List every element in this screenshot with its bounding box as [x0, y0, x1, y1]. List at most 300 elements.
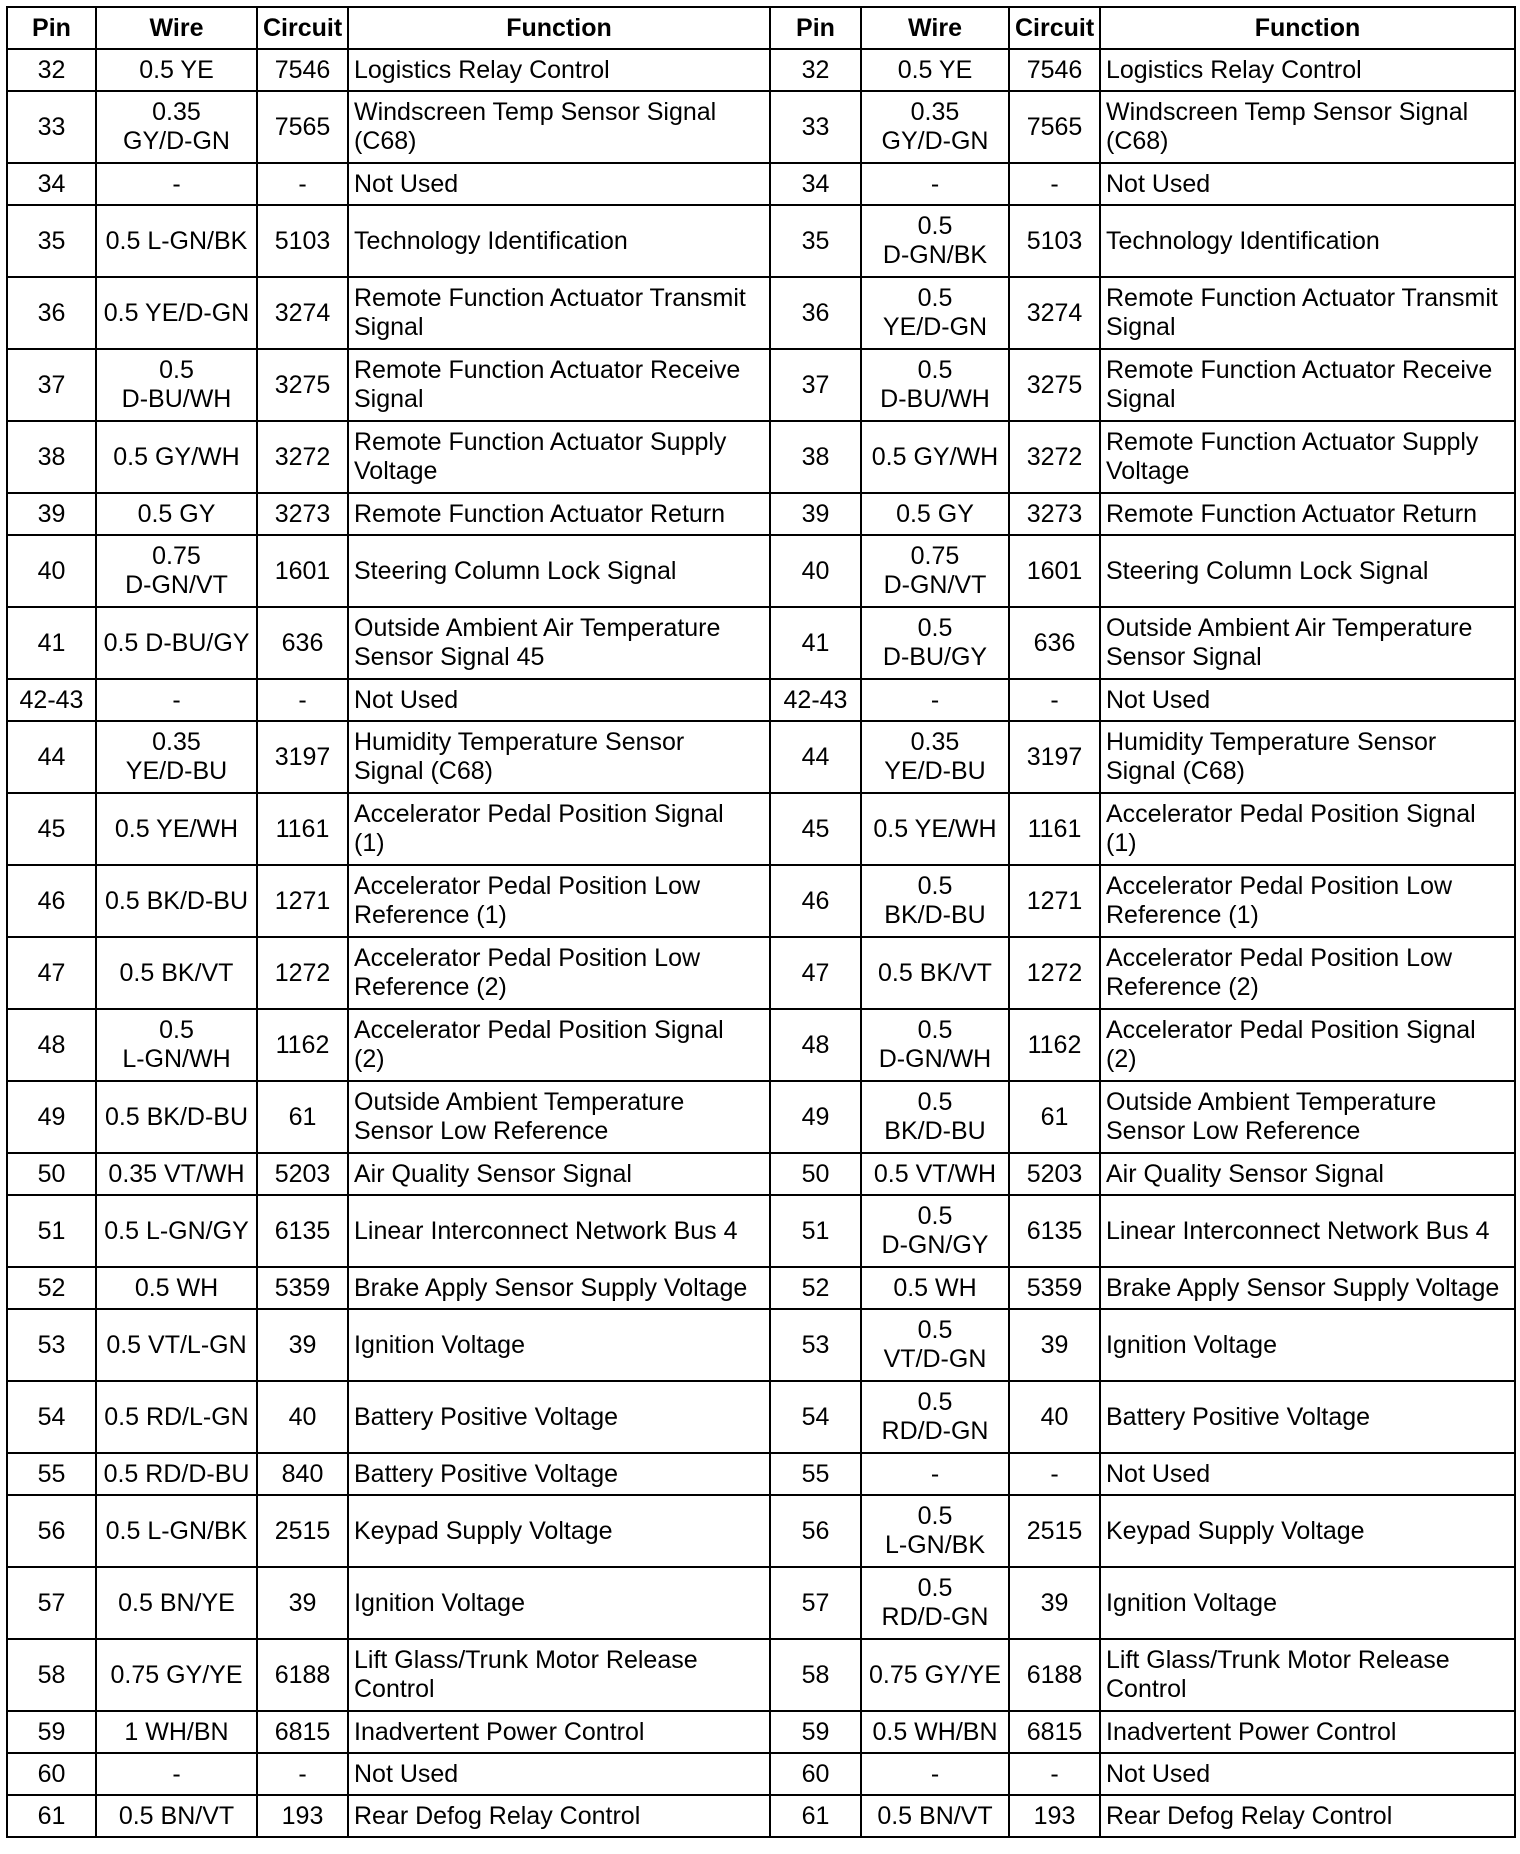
left-function-cell [348, 1267, 770, 1309]
right-circuit-cell [1009, 277, 1100, 349]
wire-text: VT/D-GN [883, 1345, 987, 1373]
left-function-cell [348, 1009, 770, 1081]
connector-pinout-table [6, 6, 1516, 1838]
function-text: Not Used [1106, 169, 1211, 198]
pin-text: 52 [801, 1273, 830, 1302]
left-circuit-cell [257, 1711, 348, 1753]
function-text: Signal [354, 313, 424, 341]
function-text: Battery Positive Voltage [354, 1459, 619, 1488]
function-text: Signal (C68) [1106, 757, 1245, 785]
left-pin-cell [7, 679, 96, 721]
pin-text: 60 [37, 1759, 66, 1788]
left-wire-cell [96, 1081, 257, 1153]
circuit-text: 193 [281, 1801, 324, 1830]
wire-text: 0.75 [152, 542, 201, 570]
table-row [7, 535, 1515, 607]
function-text: Logistics Relay Control [354, 55, 610, 84]
wire-text: 0.5 [917, 1016, 953, 1044]
left-function-cell [348, 721, 770, 793]
wire-text: 0.5 YE [139, 55, 214, 84]
circuit-text: 840 [281, 1459, 324, 1488]
left-pin-cell [7, 91, 96, 163]
wire-text: 0.5 YE/WH [114, 814, 239, 843]
right-pin-cell [770, 421, 861, 493]
table-row [7, 937, 1515, 1009]
right-function-cell [1100, 493, 1515, 535]
right-pin-cell [770, 865, 861, 937]
table-row [7, 1267, 1515, 1309]
table-header [7, 7, 1515, 49]
table-row [7, 1567, 1515, 1639]
pin-text: 33 [37, 112, 66, 141]
function-text: Remote Function Actuator Transmit [1106, 284, 1498, 312]
circuit-text: 3197 [274, 742, 331, 771]
left-circuit-cell [257, 607, 348, 679]
function-text: Keypad Supply Voltage [1106, 1516, 1365, 1545]
left-pin-cell [7, 1195, 96, 1267]
left-function-cell [348, 793, 770, 865]
wire-text: 0.5 [917, 284, 953, 312]
table-row [7, 1009, 1515, 1081]
right-circuit-cell [1009, 1753, 1100, 1795]
table-row [7, 679, 1515, 721]
pin-text: 47 [37, 958, 66, 987]
function-text: Accelerator Pedal Position Signal [1106, 800, 1476, 828]
table-row [7, 277, 1515, 349]
right-circuit-cell [1009, 1153, 1100, 1195]
left-wire-cell [96, 91, 257, 163]
pin-text: 58 [801, 1660, 830, 1689]
left-circuit-cell [257, 1195, 348, 1267]
left-function-cell [348, 1639, 770, 1711]
pin-text: 48 [801, 1030, 830, 1059]
left-circuit-cell [257, 535, 348, 607]
header-function-right: Function [1100, 7, 1515, 49]
right-function-cell [1100, 1381, 1515, 1453]
function-text: Sensor Signal [1106, 643, 1262, 671]
right-function-cell [1100, 1195, 1515, 1267]
left-circuit-cell [257, 1009, 348, 1081]
pin-text: 46 [37, 886, 66, 915]
right-circuit-cell [1009, 1081, 1100, 1153]
right-function-cell [1100, 607, 1515, 679]
table-row [7, 205, 1515, 277]
left-wire-cell [96, 1639, 257, 1711]
pin-text: 40 [37, 556, 66, 585]
wire-text: D-GN/VT [883, 571, 987, 599]
left-circuit-cell [257, 91, 348, 163]
pin-text: 41 [37, 628, 66, 657]
left-circuit-cell [257, 163, 348, 205]
right-pin-cell [770, 1267, 861, 1309]
right-pin-cell [770, 721, 861, 793]
right-circuit-cell [1009, 1453, 1100, 1495]
right-circuit-cell [1009, 679, 1100, 721]
pin-text: 54 [37, 1402, 66, 1431]
pin-text: 48 [37, 1030, 66, 1059]
function-text: Ignition Voltage [354, 1588, 525, 1617]
wire-text: GY/D-GN [123, 127, 230, 155]
wire-text: 0.5 [917, 872, 953, 900]
right-circuit-cell [1009, 1795, 1100, 1837]
function-text: (2) [354, 1045, 385, 1073]
right-wire-cell [861, 91, 1009, 163]
right-wire-cell [861, 793, 1009, 865]
function-text: Linear Interconnect Network Bus 4 [354, 1216, 738, 1245]
right-pin-cell [770, 205, 861, 277]
table-row [7, 163, 1515, 205]
left-pin-cell [7, 277, 96, 349]
function-text: Accelerator Pedal Position Low [354, 944, 701, 972]
left-wire-cell [96, 1711, 257, 1753]
left-circuit-cell [257, 793, 348, 865]
pin-text: 40 [801, 556, 830, 585]
function-text: Accelerator Pedal Position Low [354, 872, 701, 900]
circuit-text: 1272 [1026, 958, 1083, 987]
function-text: Remote Function Actuator Supply [354, 428, 727, 456]
right-wire-cell [861, 277, 1009, 349]
right-function-cell [1100, 1711, 1515, 1753]
function-text: Accelerator Pedal Position Low [1106, 872, 1453, 900]
function-text: Battery Positive Voltage [354, 1402, 619, 1431]
right-pin-cell [770, 1081, 861, 1153]
wire-text: 0.5 VT/WH [873, 1159, 997, 1188]
function-text: Air Quality Sensor Signal [1106, 1159, 1384, 1188]
circuit-text: 1162 [1027, 1030, 1082, 1059]
right-function-cell [1100, 865, 1515, 937]
left-circuit-cell [257, 1381, 348, 1453]
function-text: Remote Function Actuator Transmit [354, 284, 746, 312]
pin-text: 42-43 [783, 685, 848, 714]
wire-text: 0.5 RD/L-GN [104, 1402, 249, 1431]
function-text: Keypad Supply Voltage [354, 1516, 613, 1545]
left-wire-cell [96, 1753, 257, 1795]
right-wire-cell [861, 1753, 1009, 1795]
left-pin-cell [7, 1567, 96, 1639]
wire-text: D-GN/WH [878, 1045, 992, 1073]
wire-text: D-GN/GY [881, 1231, 989, 1259]
pin-text: 51 [801, 1216, 830, 1245]
left-wire-cell [96, 349, 257, 421]
left-pin-cell [7, 1309, 96, 1381]
left-wire-cell [96, 865, 257, 937]
left-function-cell [348, 607, 770, 679]
right-circuit-cell [1009, 1567, 1100, 1639]
right-circuit-cell [1009, 1381, 1100, 1453]
left-pin-cell [7, 421, 96, 493]
pin-text: 39 [801, 499, 830, 528]
wire-text: 0.5 YE/D-GN [103, 298, 250, 327]
header-pin-left: Pin [7, 7, 96, 49]
right-pin-cell [770, 349, 861, 421]
right-wire-cell [861, 1081, 1009, 1153]
function-text: Logistics Relay Control [1106, 55, 1362, 84]
header-function-left: Function [348, 7, 770, 49]
right-function-cell [1100, 1795, 1515, 1837]
left-function-cell [348, 163, 770, 205]
table-row [7, 1495, 1515, 1567]
pin-text: 50 [801, 1159, 830, 1188]
right-function-cell [1100, 277, 1515, 349]
left-wire-cell [96, 1009, 257, 1081]
wire-text: - [172, 169, 181, 198]
function-text: (1) [354, 829, 385, 857]
wire-text: 0.5 [917, 1316, 953, 1344]
wire-text: BK/D-BU [884, 901, 986, 929]
function-text: Lift Glass/Trunk Motor Release [354, 1646, 698, 1674]
wire-text: - [930, 169, 940, 198]
wire-text: 0.5 [917, 614, 953, 642]
right-pin-cell [770, 1453, 861, 1495]
function-text: Control [1106, 1675, 1187, 1703]
function-text: Ignition Voltage [1106, 1330, 1277, 1359]
wire-text: D-BU/WH [880, 385, 990, 413]
table-row [7, 421, 1515, 493]
function-text: Sensor Low Reference [354, 1117, 609, 1145]
wire-text: YE/D-BU [125, 757, 228, 785]
circuit-text: 5203 [1026, 1159, 1083, 1188]
right-wire-cell [861, 1153, 1009, 1195]
function-text: Sensor Signal 45 [354, 643, 545, 671]
left-function-cell [348, 1795, 770, 1837]
left-circuit-cell [257, 1567, 348, 1639]
right-function-cell [1100, 1153, 1515, 1195]
function-text: Not Used [1106, 1759, 1211, 1788]
wire-text: 0.35 [152, 98, 201, 126]
left-function-cell [348, 349, 770, 421]
circuit-text: 3275 [1026, 370, 1083, 399]
function-text: Windscreen Temp Sensor Signal [354, 98, 717, 126]
right-circuit-cell [1009, 937, 1100, 1009]
left-circuit-cell [257, 937, 348, 1009]
left-pin-cell [7, 937, 96, 1009]
wire-text: D-GN/BK [882, 241, 988, 269]
circuit-text: - [1050, 169, 1059, 198]
left-pin-cell [7, 349, 96, 421]
right-wire-cell [861, 1711, 1009, 1753]
circuit-text: 6135 [1026, 1216, 1083, 1245]
left-pin-cell [7, 1267, 96, 1309]
wire-text: 0.5 L-GN/BK [105, 226, 248, 255]
left-wire-cell [96, 1567, 257, 1639]
right-wire-cell [861, 607, 1009, 679]
function-text: Air Quality Sensor Signal [354, 1159, 632, 1188]
left-function-cell [348, 1453, 770, 1495]
circuit-text: 7565 [274, 112, 331, 141]
wire-text: 0.35 [910, 98, 960, 126]
wire-text: 0.35 [910, 728, 960, 756]
function-text: Not Used [1106, 1459, 1211, 1488]
right-circuit-cell [1009, 1195, 1100, 1267]
right-function-cell [1100, 1009, 1515, 1081]
right-wire-cell [861, 163, 1009, 205]
wire-text: 0.5 WH/BN [872, 1717, 998, 1746]
left-pin-cell [7, 163, 96, 205]
circuit-text: 6188 [274, 1660, 331, 1689]
circuit-text: 7565 [1026, 112, 1083, 141]
pin-text: 56 [37, 1516, 66, 1545]
function-text: Reference (1) [1106, 901, 1259, 929]
table-row [7, 721, 1515, 793]
right-pin-cell [770, 1195, 861, 1267]
pin-text: 58 [37, 1660, 66, 1689]
left-function-cell [348, 1081, 770, 1153]
function-text: Not Used [1106, 685, 1211, 714]
wire-text: 0.5 L-GN/BK [105, 1516, 248, 1545]
circuit-text: 7546 [1026, 55, 1083, 84]
pin-text: 35 [801, 226, 830, 255]
function-text: Humidity Temperature Sensor [354, 728, 685, 756]
pin-text: 57 [37, 1588, 66, 1617]
circuit-text: 2515 [274, 1516, 331, 1545]
right-function-cell [1100, 205, 1515, 277]
right-wire-cell [861, 1267, 1009, 1309]
wire-text: 0.5 [917, 1388, 953, 1416]
pin-text: 47 [801, 958, 830, 987]
right-pin-cell [770, 1711, 861, 1753]
left-function-cell [348, 1381, 770, 1453]
right-wire-cell [861, 1009, 1009, 1081]
right-wire-cell [861, 1195, 1009, 1267]
table-row [7, 1195, 1515, 1267]
right-function-cell [1100, 793, 1515, 865]
left-function-cell [348, 1711, 770, 1753]
wire-text: D-BU/GY [882, 643, 988, 671]
pin-text: 44 [801, 742, 830, 771]
left-pin-cell [7, 49, 96, 91]
wire-text: 0.5 D-BU/GY [103, 628, 250, 657]
left-wire-cell [96, 1381, 257, 1453]
function-text: Voltage [1106, 457, 1190, 485]
circuit-text: 39 [288, 1588, 317, 1617]
wire-text: 0.5 BK/VT [119, 958, 234, 987]
right-pin-cell [770, 163, 861, 205]
table-row [7, 49, 1515, 91]
function-text: Linear Interconnect Network Bus 4 [1106, 1216, 1490, 1245]
wire-text: RD/D-GN [881, 1603, 989, 1631]
wire-text: 0.5 GY [137, 499, 216, 528]
right-function-cell [1100, 679, 1515, 721]
left-function-cell [348, 205, 770, 277]
left-function-cell [348, 1309, 770, 1381]
wire-text: 0.5 [917, 1202, 953, 1230]
left-pin-cell [7, 1081, 96, 1153]
function-text: Steering Column Lock Signal [354, 556, 677, 585]
right-pin-cell [770, 1153, 861, 1195]
left-pin-cell [7, 1753, 96, 1795]
function-text: Humidity Temperature Sensor [1106, 728, 1437, 756]
left-circuit-cell [257, 1267, 348, 1309]
pin-text: 56 [801, 1516, 830, 1545]
function-text: Inadvertent Power Control [354, 1717, 645, 1746]
right-pin-cell [770, 1009, 861, 1081]
pin-text: 36 [37, 298, 66, 327]
right-function-cell [1100, 1753, 1515, 1795]
wire-text: 0.5 WH [893, 1273, 977, 1302]
wire-text: 0.75 [910, 542, 960, 570]
left-function-cell [348, 493, 770, 535]
right-wire-cell [861, 1381, 1009, 1453]
circuit-text: 3273 [1026, 499, 1083, 528]
left-circuit-cell [257, 349, 348, 421]
left-pin-cell [7, 535, 96, 607]
right-circuit-cell [1009, 1495, 1100, 1567]
left-function-cell [348, 421, 770, 493]
circuit-text: 5359 [274, 1273, 331, 1302]
function-text: Reference (2) [354, 973, 507, 1001]
circuit-text: 3273 [274, 499, 331, 528]
right-function-cell [1100, 1495, 1515, 1567]
pin-text: 46 [801, 886, 830, 915]
left-wire-cell [96, 721, 257, 793]
left-pin-cell [7, 1795, 96, 1837]
circuit-text: 40 [288, 1402, 317, 1431]
pin-text: 61 [37, 1801, 66, 1830]
table-row [7, 865, 1515, 937]
left-wire-cell [96, 163, 257, 205]
right-function-cell [1100, 937, 1515, 1009]
wire-text: - [930, 685, 940, 714]
left-pin-cell [7, 1153, 96, 1195]
wire-text: 0.5 VT/L-GN [106, 1330, 247, 1359]
right-circuit-cell [1009, 421, 1100, 493]
function-text: Brake Apply Sensor Supply Voltage [1106, 1273, 1500, 1302]
left-circuit-cell [257, 277, 348, 349]
wire-text: 0.5 BN/VT [877, 1801, 993, 1830]
left-wire-cell [96, 1267, 257, 1309]
function-text: (2) [1106, 1045, 1137, 1073]
right-pin-cell [770, 1753, 861, 1795]
left-pin-cell [7, 1711, 96, 1753]
circuit-text: 1272 [274, 958, 331, 987]
wire-text: - [930, 1759, 940, 1788]
function-text: Steering Column Lock Signal [1106, 556, 1429, 585]
left-function-cell [348, 865, 770, 937]
circuit-text: 193 [1033, 1801, 1076, 1830]
right-wire-cell [861, 1309, 1009, 1381]
wire-text: 0.5 YE [897, 55, 973, 84]
table-row [7, 1795, 1515, 1837]
left-function-cell [348, 1153, 770, 1195]
right-pin-cell [770, 1567, 861, 1639]
left-circuit-cell [257, 205, 348, 277]
circuit-text: 61 [1040, 1102, 1069, 1131]
circuit-text: 1161 [1027, 814, 1082, 843]
pin-text: 36 [801, 298, 830, 327]
right-pin-cell [770, 493, 861, 535]
wire-text: 0.5 WH [134, 1273, 219, 1302]
left-function-cell [348, 277, 770, 349]
left-wire-cell [96, 1453, 257, 1495]
wire-text: - [930, 1459, 940, 1488]
function-text: Technology Identification [1106, 226, 1380, 255]
function-text: Outside Ambient Temperature [1106, 1088, 1437, 1116]
pin-text: 38 [37, 442, 66, 471]
function-text: Lift Glass/Trunk Motor Release [1106, 1646, 1450, 1674]
function-text: Accelerator Pedal Position Signal [354, 1016, 724, 1044]
circuit-text: 3272 [1026, 442, 1083, 471]
circuit-text: 39 [1040, 1330, 1069, 1359]
left-pin-cell [7, 493, 96, 535]
wire-text: - [172, 1759, 181, 1788]
pin-text: 60 [801, 1759, 830, 1788]
wire-text: D-BU/WH [121, 385, 232, 413]
right-function-cell [1100, 1309, 1515, 1381]
pin-text: 45 [37, 814, 66, 843]
function-text: Outside Ambient Air Temperature [354, 614, 721, 642]
right-function-cell [1100, 1639, 1515, 1711]
circuit-text: 39 [1040, 1588, 1069, 1617]
